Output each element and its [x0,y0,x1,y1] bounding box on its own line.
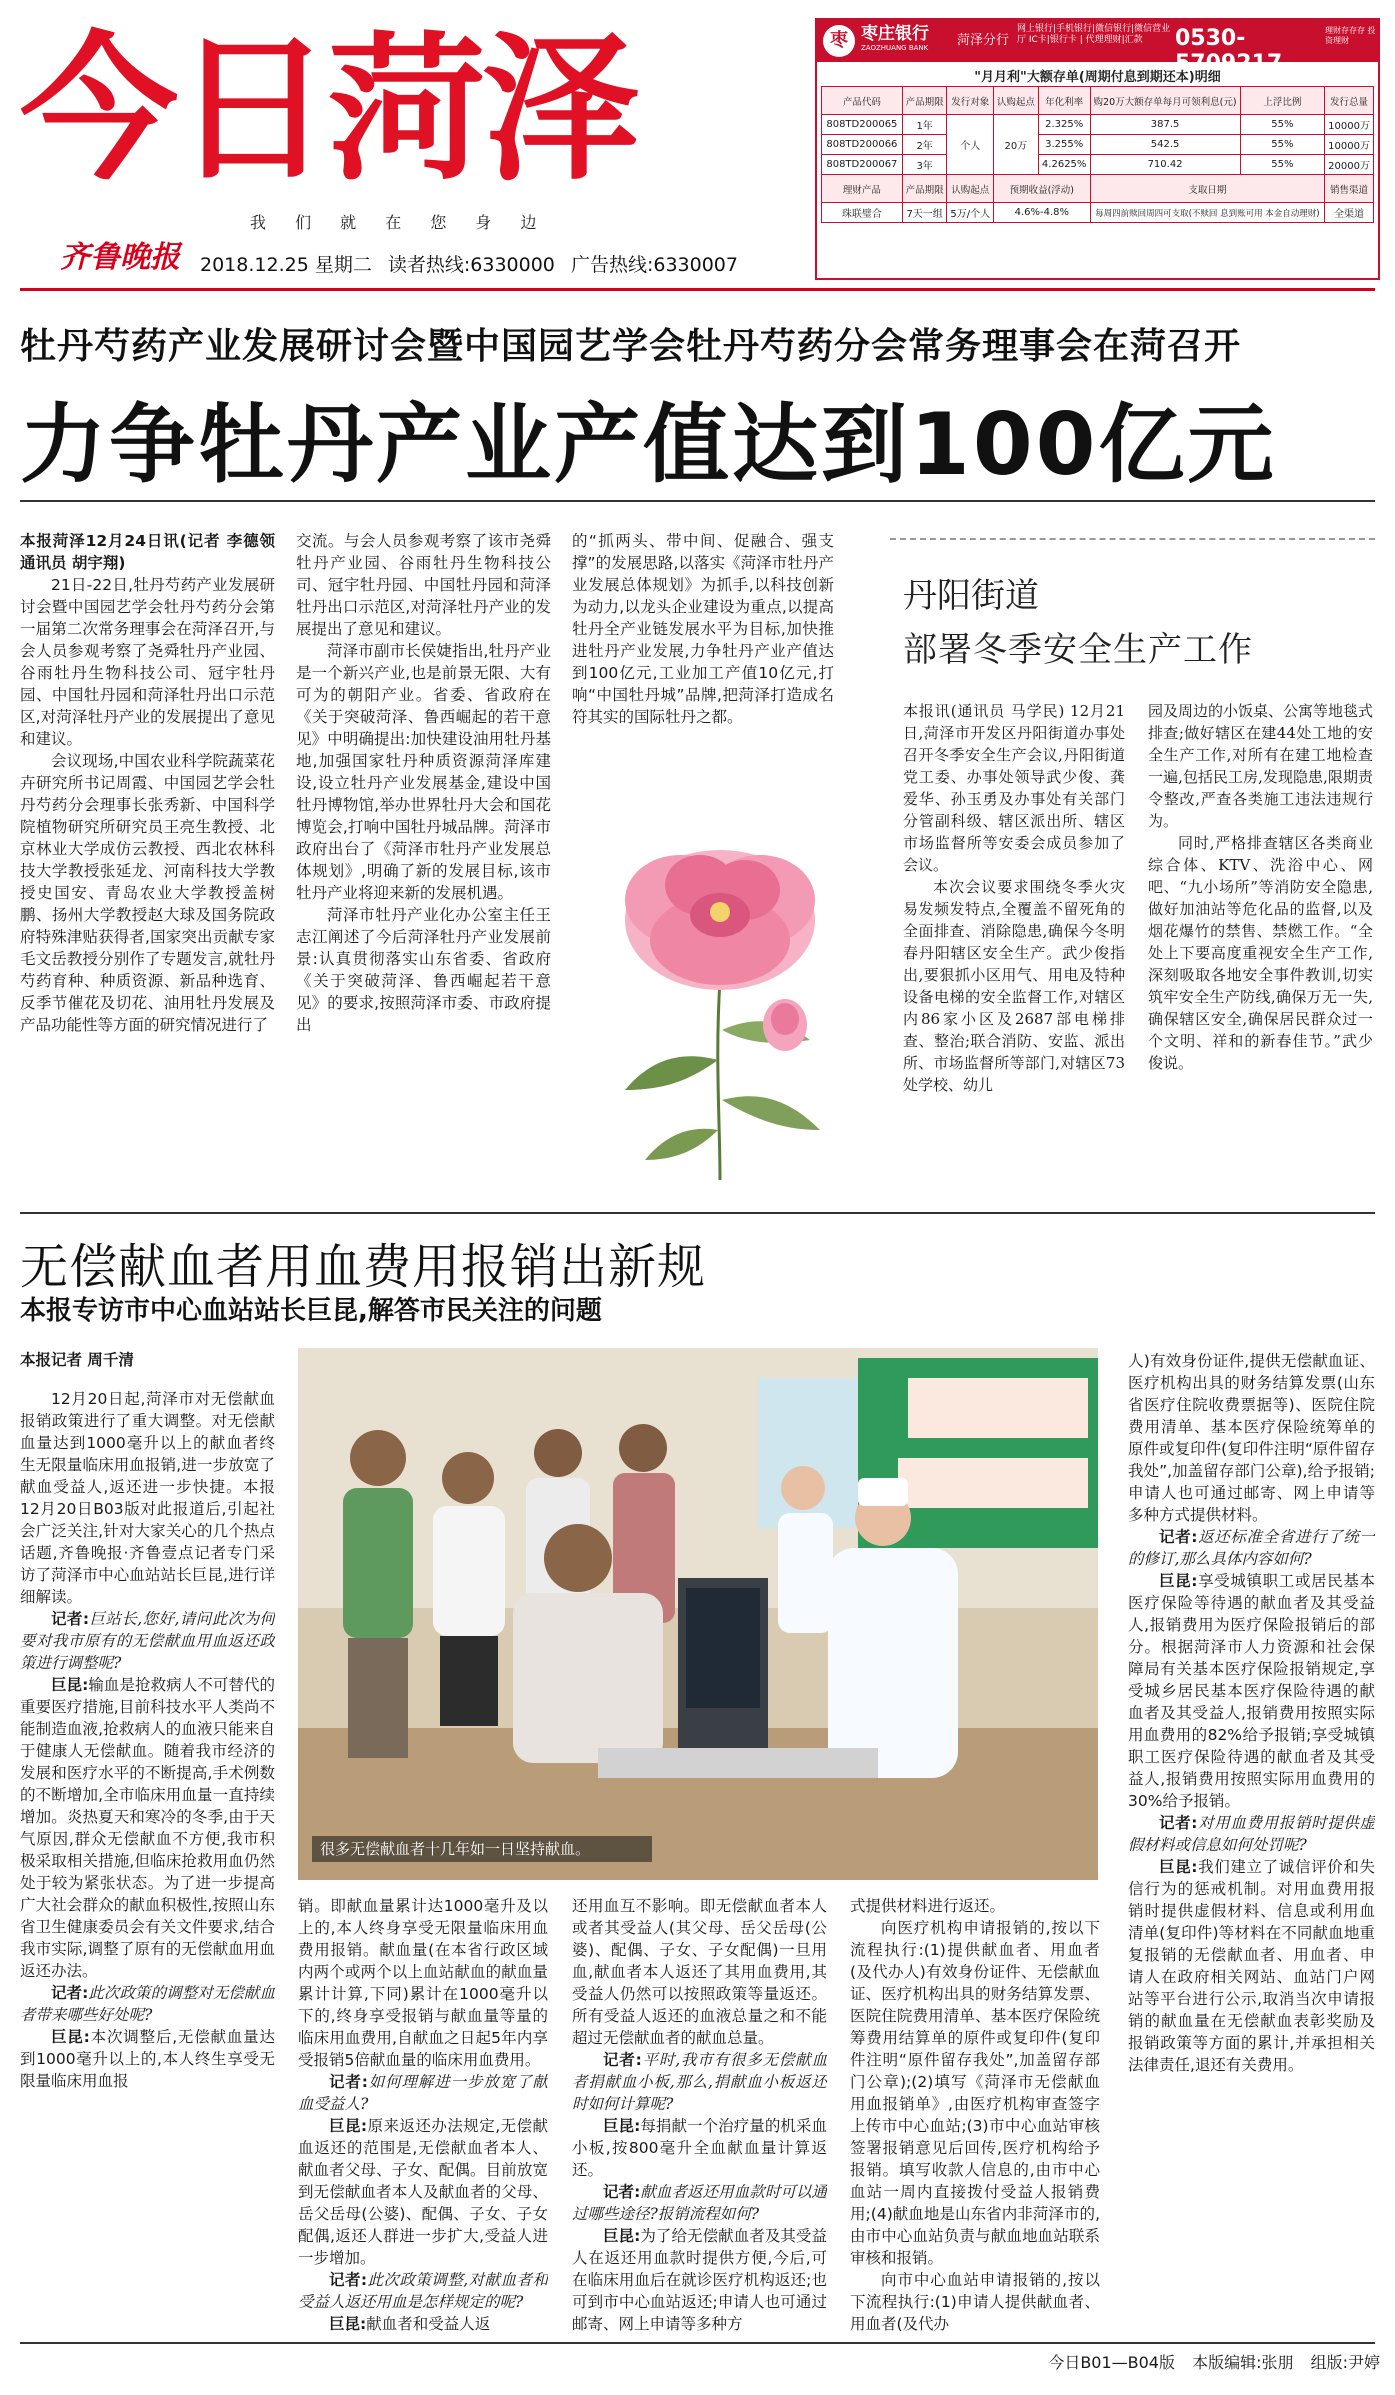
speaker-label: 巨昆: [51,2028,90,2046]
interviewee-answer [572,2115,827,2181]
blood-subhead: 本报专访市中心血站站长巨昆,解答市民关注的问题 [20,1296,602,1326]
ad-hotline: 广告热线:6330007 [570,254,738,276]
reporter-question [1128,1812,1375,1856]
speaker-label: 巨昆: [603,2227,641,2245]
blood-column-5 [1128,1350,1375,2338]
reporter-question [572,2049,827,2115]
speaker-text: 对用血费用报销时提供虚假材料或信息如何处罚呢? [1128,1814,1375,1854]
table-row [822,115,1374,135]
section-rule [20,1212,1375,1214]
reporter-question [572,2181,827,2225]
speaker-label: 记者: [603,2183,641,2201]
reader-hotline: 读者热线:6330000 [387,254,555,276]
reporter-question [298,2269,548,2313]
bank-branch: 菏泽分行 [957,33,1010,48]
speaker-label: 记者: [51,1984,89,2002]
speaker-text: 献血者返还用血款时可以通过哪些途径?报销流程如何? [572,2183,827,2223]
bank-slogan: 理财存存存 投资理财 [1325,26,1376,45]
table-header-cell: 上浮比例 [1240,87,1325,115]
table-cell: 387.5 [1090,115,1240,135]
side-column-2 [1148,700,1373,1205]
speaker-label: 巨昆: [329,2117,368,2135]
table-header-cell: 预期收益(浮动) [994,175,1091,203]
paragraph: 12月20日起,菏泽市对无偿献血报销政策进行了重大调整。对无偿献血量达到1000毫升以上的献血者终生无限量临床用血报销,进一步放宽了献血受益人,返还进一步快捷。本报12月20日B03版对此报道后,引起社会广泛关注,针对大家关心的几个热点话题,齐鲁晚报·齐鲁壹点记者专门采访了菏泽市中心血站站长巨昆,进行详细解读。 [20,1390,275,1606]
bank-name-en: ZAOZHUANG BANK [861,44,929,52]
interviewee-answer [1128,1570,1375,1812]
speaker-label: 记者: [1159,1814,1198,1832]
speaker-label: 记者: [51,1610,90,1628]
masthead-rule [20,288,1375,291]
paragraph: 本报讯(通讯员 马学民) 12月21日,菏泽市开发区丹阳街道办事处召开冬季安全生产会议,丹阳街道党工委、办事处领导武少俊、龚爱华、孙玉勇及办事处有关部门分管副科级、辖区派出所、辖区市场监督所等安委会成员参加了会议。 [903,702,1125,874]
bank-services: 网上银行|手机银行|微信银行|微信营业厅 IC卡|银行卡 | 代理理财|汇款 [1017,24,1171,45]
table-cell: 2.325% [1038,115,1090,135]
speaker-text: 享受城镇职工或居民基本医疗保险等待遇的献血者及其受益人,报销费用为医疗保险报销后的部分。根据菏泽市人力资源和社会保障局有关基本医疗保险报销规定,享受城乡居民基本医疗保险待遇的献血者及其受益人,报销费用按照实际用血费用的82%给予报销;享受城镇职工医疗保险待遇的献血者及其受益人,报销费用按照实际用血费用的30%给予报销。 [1128,1572,1375,1810]
table-row [822,203,1374,223]
speaker-text: 输血是抢救病人不可替代的重要医疗措施,目前科技水平人类尚不能制造血液,抢救病人的血液只能来自于健康人无偿献血。随着我市经济的发展和医疗水平的不断提高,手术例数的不断增加,全市临床用血量一直持续增加。炎热夏天和寒冷的冬季,由于天气原因,群众无偿献血不方便,我市积极采取相关措施,但临床抢救用血仍然处于较为紧张状态。为了进一步提高广大社会群众的献血积极性,按照山东省卫生健康委员会有关文件要求,结合我市实际,调整了原有的无偿献血用血返还办法。 [20,1676,275,1980]
bank-phone: 0530-5709217 [1175,26,1283,76]
peony-kicker: 牡丹芍药产业发展研讨会暨中国园艺学会牡丹芍药分会常务理事会在菏召开 [20,326,1242,367]
reporter-question [298,2071,548,2115]
footer-editor: 本版编辑:张朋 [1192,2353,1294,2372]
speaker-text: 我们建立了诚信评价和失信行为的惩戒机制。对用血费用报销时提供虚假材料、信息或利用血清单(复印件)等材料在不同献血地重复报销的无偿献血者、用血者、申请人在政府相关网站、血站门户网站等平台进行公示,取消当次申请报销的献血量在无偿献血表彰奖励及报销政策等方面的累计,并承担相关法律责任,退还有关费用。 [1128,1858,1375,2074]
interviewee-answer [1128,1856,1375,2076]
paragraph: 交流。与会人员参观考察了该市尧舜牡丹产业园、谷雨牡丹生物科技公司、冠宇牡丹园、中国牡丹园和菏泽牡丹出口示范区,对菏泽牡丹产业的发展提出了意见和建议。 [296,532,551,638]
table-cell: 7天一组 [902,203,947,223]
table-cell: 808TD200066 [822,135,903,155]
table-cell: 4.2625% [1038,155,1090,175]
table-cell: 个人 [947,115,994,175]
masthead-slogan: 我 们 就 在 您 身 边 [250,213,549,232]
table-cell: 808TD200067 [822,155,903,175]
reporter-question [1128,1526,1375,1570]
speaker-label: 巨昆: [51,1676,89,1694]
footer-rule [20,2342,1375,2344]
speaker-label: 记者: [1159,1528,1198,1546]
speaker-text: 平时,我市有很多无偿献血者捐献血小板,那么,捐献血小板返还时如何计算呢? [572,2051,827,2113]
speaker-text: 每捐献一个治疗量的机采血小板,按800毫升全血献血量计算返还。 [572,2117,827,2179]
table-cell: 20万 [994,115,1039,175]
speaker-text: 如何理解进一步放宽了献血受益人? [298,2073,548,2113]
bank-name [861,24,971,53]
peony-column-3 [572,530,834,800]
issue-date: 2018.12.25 星期二 [200,254,372,276]
paragraph: 菏泽市副市长侯婕指出,牡丹产业是一个新兴产业,也是前景无限、大有可为的朝阳产业。省委、省政府在《关于突破菏泽、鲁西崛起的若干意见》中明确提出:加快建设油用牡丹基地,加强国家牡丹种质资源菏泽库建设,设立牡丹产业发展基金,建设中国牡丹博物馆,举办世界牡丹大会和国花博览会,打响中国牡丹城品牌。菏泽市政府出台了《菏泽市牡丹产业发展总体规划》,明确了新的发展目标,该市牡丹产业将迎来新的发展机遇。 [296,642,551,902]
peony-column-1 [20,530,275,1202]
table-cell: 10000万 [1325,115,1374,135]
paragraph: 本次会议要求围绕冬季火灾易发频发特点,全覆盖不留死角的全面排查、消除隐患,确保今冬明春丹阳辖区安全生产。武少俊指出,要狠抓小区用气、用电及特种设备电梯的安全监督工作,对辖区内86家小区及2687部电梯排查、整治;联合消防、安监、派出所、市场监督所等部门,对辖区73处学校、幼儿 [903,878,1125,1094]
table-cell: 2年 [902,135,947,155]
table-header-cell: 产品代码 [822,87,903,115]
speaker-label: 巨昆: [1159,1572,1198,1590]
paragraph: 还用血互不影响。即无偿献血者本人或者其受益人(其父母、岳父岳母(公婆)、配偶、子女、子女配偶)一旦用血,献血者本人返还了其用血费用,其受益人仍然可以按照政策等量返还。所有受益人返还的血液总量之和不能超过无偿献血者的献血总量。 [572,1897,827,2047]
paragraph: 园及周边的小饭桌、公寓等地毯式排查;做好辖区在建44处工地的安全生产工作,对所有在建工地检查一遍,包括民工房,发现隐患,限期责令整改,严查各类施工违法违规行为。 [1148,702,1373,830]
table-cell: 55% [1240,155,1325,175]
headline-rule [20,500,1375,502]
table-cell: 全渠道 [1325,203,1374,223]
speaker-text: 巨站长,您好,请问此次为何要对我市原有的无偿献血用血返还政策进行调整呢? [20,1610,275,1672]
paragraph: 销。即献血量累计达1000毫升及以上的,本人终身享受无限量临床用血费用报销。献血量(在本省行政区域内两个或两个以上血站献血的献血量累计计算,下同)累计在1000毫升以下的,终身享受报销与献血量等量的临床用血费用,自献血之日起5年内享受报销5倍献血量的临床用血费用。 [298,1897,548,2069]
table-cell: 1年 [902,115,947,135]
side-story-rule [890,538,1375,540]
paragraph: 向医疗机构申请报销的,按以下流程执行:(1)提供献血者、用血者(及代办人)有效身份证件、无偿献血证、医疗机构出具的财务结算发票、医院住院费用清单、基本医疗保险统筹费用结算单的原件或复印件(复印件注明“原件留存我处”,加盖留存部门公章);(2)填写《菏泽市无偿献血用血报销单》,由医疗机构审查签字上传市中心血站;(3)市中心血站审核签署报销意见后回传,医疗机构给予报销。填写收款人信息的,由市中心血站一周内直接拨付受益人报销费用;(4)献血地是山东省内非菏泽市的,由市中心血站负责与献血地血站联系审核和报销。 [850,1919,1100,2267]
table-cell: 542.5 [1090,135,1240,155]
speaker-text: 为了给无偿献血者及其受益人在返还用血款时提供方便,今后,可在临床用血后在就诊医疗机构返还;也可到市中心血站返还;申请人也可通过邮寄、网上申请等多种方 [572,2227,827,2333]
table-cell: 55% [1240,135,1325,155]
side-column-1 [903,700,1125,1205]
bank-header [817,20,1378,76]
bank-name-cn: 枣庄银行 [861,24,929,44]
issue-line [200,250,760,277]
table-cell: 3年 [902,155,947,175]
speaker-text: 本次调整后,无偿献血量达到1000毫升以上的,本人终生享受无限量临床用血报 [20,2028,275,2090]
speaker-label: 巨昆: [329,2315,367,2333]
interviewee-answer [298,2313,548,2335]
table-cell: 808TD200065 [822,115,903,135]
speaker-text: 献血者和受益人返 [366,2315,491,2333]
paragraph: 式提供材料进行返还。 [850,1897,1006,1915]
table-cell: 10000万 [1325,135,1374,155]
side-story-subtitle: 部署冬季安全生产工作 [903,630,1253,670]
peony-byline: 本报菏泽12月24日讯(记者 李德领 通讯员 胡宇翔) [20,532,275,572]
bank-table-header [822,87,1374,115]
table-cell: 珠联璧合 [822,203,903,223]
paragraph: 人)有效身份证件,提供无偿献血证、医疗机构出具的财务结算发票(山东省医疗住院收费票据等)、医院住院费用清单、基本医疗保险统筹单的原件或复印件(复印件注明“原件留存我处”,加盖留存部门公章),给予报销;申请人也可通过邮寄、网上申请等多种方式提供材料。 [1128,1352,1375,1524]
paragraph: 21日-22日,牡丹芍药产业发展研讨会暨中国园艺学会牡丹芍药分会第一届第二次常务理事会在菏泽召开,与会人员参观考察了尧舜牡丹产业园、谷雨牡丹生物科技公司、冠宇牡丹园、中国牡丹园和菏泽牡丹出口示范区,对菏泽牡丹产业的发展提出了意见和建议。 [20,576,275,748]
paragraph: 菏泽市牡丹产业化办公室主任王志江阐述了今后菏泽牡丹产业发展前景:认真贯彻落实山东省委、省政府《关于突破菏泽、鲁西崛起若干意见》的要求,按照菏泽市委、市政府提出 [296,906,551,1034]
paper-name: 齐鲁晚报 [60,240,180,275]
photo-caption: 很多无偿献血者十几年如一日坚持献血。 [312,1836,652,1862]
masthead-title: 今日菏泽 [20,18,636,202]
speaker-text: 此次政策的调整对无偿献血者带来哪些好处呢? [20,1984,275,2024]
speaker-label: 记者: [329,2073,368,2091]
table-cell: 4.6%-4.8% [994,203,1091,223]
table-cell: 3.255% [1038,135,1090,155]
table-cell: 5万/个人 [947,203,994,223]
table-header-cell: 产品期限 [902,87,947,115]
blood-column-4 [850,1895,1100,2338]
reporter-question [20,1982,275,2026]
table-header-cell: 年化利率 [1038,87,1090,115]
paragraph: 的“抓两头、带中间、促融合、强支撑”的发展思路,以落实《菏泽市牡丹产业发展总体规划》为抓手,以科技创新为动力,以龙头企业建设为重点,以提高牡丹全产业链发展水平为目标,加快推进牡丹产业发展,力争牡丹产业产值达到100亿元,工业加工产值10亿元,打响“中国牡丹城”品牌,把菏泽打造成名符其实的国际牡丹之都。 [572,532,834,726]
blood-headline: 无偿献血者用血费用报销出新规 [20,1239,707,1295]
table-header-cell: 认购起点 [994,87,1039,115]
interviewee-answer [298,2115,548,2269]
table-row [822,135,1374,155]
bank-rate-table [821,86,1374,223]
table-cell: 710.42 [1090,155,1240,175]
paragraph: 同时,严格排查辖区各类商业综合体、KTV、洗浴中心、网吧、“九小场所”等消防安全隐患,做好加油站等危化品的监督,以及烟花爆竹的禁售、禁燃工作。“全处上下要高度重视安全生产工作,深刻吸取各地安全事件教训,切实筑牢安全生产防线,确保万无一失,确保辖区安全,确保居民群众过一个文明、祥和的新春佳节。”武少俊说。 [1148,834,1373,1072]
interviewee-answer [20,2026,275,2092]
blood-donation-photo [298,1348,1098,1880]
blood-column-3 [572,1895,827,2338]
footer-pages: 今日B01—B04版 [1048,2353,1175,2372]
table-cell: 每周四前赎回周四可支取(不赎回 息到账可用 本金自动理财) [1090,203,1325,223]
blood-column-2 [298,1895,548,2338]
page-footer [1010,2350,1380,2373]
table-header-cell: 认购起点 [947,175,994,203]
table-header-cell: 销售渠道 [1325,175,1374,203]
bank-table-title: "月月利"大额存单(周期付息到期还本)明细 [974,70,1221,85]
table-cell: 55% [1240,115,1325,135]
reporter-question [20,1608,275,1674]
bank-logo-icon: 枣 [823,25,855,57]
table-header-cell: 产品期限 [902,175,947,203]
table-header-cell: 理财产品 [822,175,903,203]
speaker-label: 记者: [603,2051,642,2069]
blood-byline: 本报记者 周千清 [20,1351,134,1369]
interviewee-answer [572,2225,827,2335]
footer-layout: 组版:尹婷 [1310,2353,1380,2372]
speaker-label: 巨昆: [603,2117,641,2135]
peony-column-2 [296,530,551,1202]
side-story-title: 丹阳街道 [903,576,1039,616]
speaker-label: 巨昆: [1159,1858,1198,1876]
speaker-text: 原来返还办法规定,无偿献血返还的范围是,无偿献血者本人、献血者父母、子女、配偶。目前放宽到无偿献血者本人及献血者的父母、岳父岳母(公婆)、配偶、子女、子女配偶,返还人群进一步扩大,受益人进一步增加。 [298,2117,548,2267]
peony-headline: 力争牡丹产业产值达到100亿元 [20,395,1277,495]
table-cell: 20000万 [1325,155,1374,175]
paragraph: 向市中心血站申请报销的,按以下流程执行:(1)申请人提供献血者、用血者(及代办 [850,2271,1100,2333]
bank-advert [815,18,1380,280]
table-header-cell: 发行对象 [947,87,994,115]
table-header-cell: 支取日期 [1090,175,1325,203]
table-header-cell: 购20万大额存单每月可领利息(元) [1090,87,1240,115]
blood-column-1 [20,1388,275,2338]
speaker-label: 记者: [329,2271,368,2289]
speaker-text: 返还标准全省进行了统一的修订,那么具体内容如何? [1128,1528,1375,1568]
bank-table-header [822,175,1374,203]
speaker-text: 此次政策调整,对献血者和受益人返还用血是怎样规定的呢? [298,2271,548,2311]
peony-illustration [570,800,880,1190]
table-header-cell: 发行总量 [1325,87,1374,115]
paragraph: 会议现场,中国农业科学院蔬菜花卉研究所书记周霞、中国园艺学会牡丹芍药分会理事长张秀新、中国科学院植物研究所研究员王亮生教授、北京林业大学成仿云教授、西北农林科技大学教授张延龙、河南科技大学教授史国安、青岛农业大学教授盖树鹏、扬州大学教授赵大球及国务院政府特殊津贴获得者,国家突出贡献专家毛文岳教授分别作了专题发言,就牡丹芍药育种、种质资源、新品种选育、反季节催花及切花、油用牡丹发展及产品功能性等方面的研究情况进行了 [20,752,275,1034]
interviewee-answer [20,1674,275,1982]
table-row [822,155,1374,175]
